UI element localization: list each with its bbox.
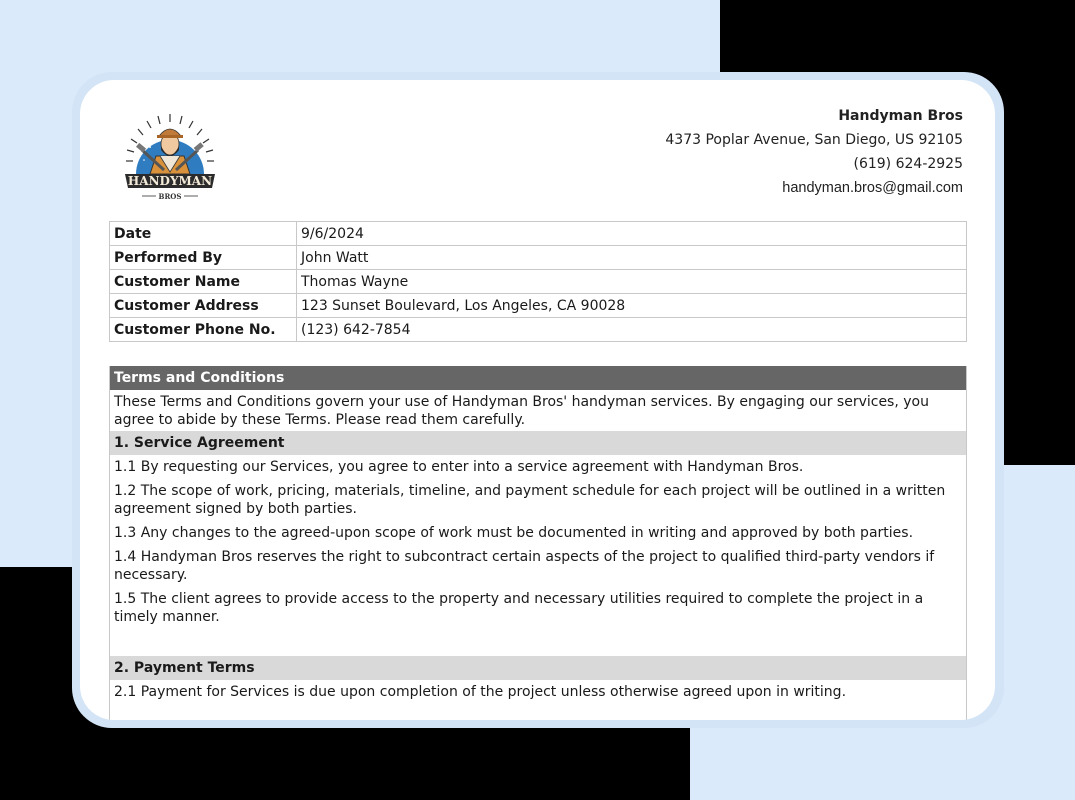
terms-section	[109, 366, 967, 720]
customer-name-value: Thomas Wayne	[297, 270, 967, 294]
list-item: 1.5 The client agrees to provide access to the property and necessary utilities required to complete the project in a timely manner.	[114, 591, 924, 625]
company-name: Handyman Bros	[838, 108, 963, 124]
company-email: handyman.bros@gmail.com	[782, 180, 963, 196]
performed-by-value: John Watt	[297, 246, 967, 270]
list-item: 1.4 Handyman Bros reserves the right to subcontract certain aspects of the project to qualified third-party vendors if necessary.	[114, 549, 935, 583]
list-item: 2.1 Payment for Services is due upon completion of the project unless otherwise agreed upon in writing.	[114, 684, 847, 700]
performed-by-label: Performed By	[110, 246, 297, 270]
list-item: 1.1 By requesting our Services, you agree to enter into a service agreement with Handyman Bros.	[114, 459, 804, 475]
terms-title: Terms and Conditions	[110, 366, 966, 390]
customer-name-label: Customer Name	[110, 270, 297, 294]
date-label: Date	[110, 222, 297, 246]
company-phone: (619) 624-2925	[853, 156, 963, 172]
customer-address-value: 123 Sunset Boulevard, Los Angeles, CA 90028	[297, 294, 967, 318]
document-card	[80, 80, 995, 720]
customer-address-label: Customer Address	[110, 294, 297, 318]
spacer	[110, 629, 966, 656]
list-item: 1.2 The scope of work, pricing, materials, timeline, and payment schedule for each project will be outlined in a written agreement signed by both parties.	[114, 483, 946, 517]
svg-text:BROS: BROS	[158, 192, 182, 201]
company-address: 4373 Poplar Avenue, San Diego, US 92105	[665, 132, 963, 148]
table-row	[110, 270, 967, 294]
table-row	[110, 294, 967, 318]
svg-text:HANDYMAN: HANDYMAN	[127, 174, 213, 188]
table-row	[110, 318, 967, 342]
handyman-logo-icon	[120, 112, 220, 207]
list-item: 1.3 Any changes to the agreed-upon scope of work must be documented in writing and approved by both parties.	[114, 525, 914, 541]
customer-phone-label: Customer Phone No.	[110, 318, 297, 342]
section-heading-service-agreement: 1. Service Agreement	[110, 431, 966, 455]
section-heading-payment-terms: 2. Payment Terms	[110, 656, 966, 680]
terms-intro: These Terms and Conditions govern your use of Handyman Bros' handyman services. By engaging our services, you agree to abide by these Terms. Please read them carefully.	[114, 394, 929, 428]
table-row	[110, 246, 967, 270]
date-value: 9/6/2024	[297, 222, 967, 246]
company-details	[665, 104, 963, 200]
job-info-table	[109, 221, 967, 342]
customer-phone-value: (123) 642-7854	[297, 318, 967, 342]
table-row	[110, 222, 967, 246]
